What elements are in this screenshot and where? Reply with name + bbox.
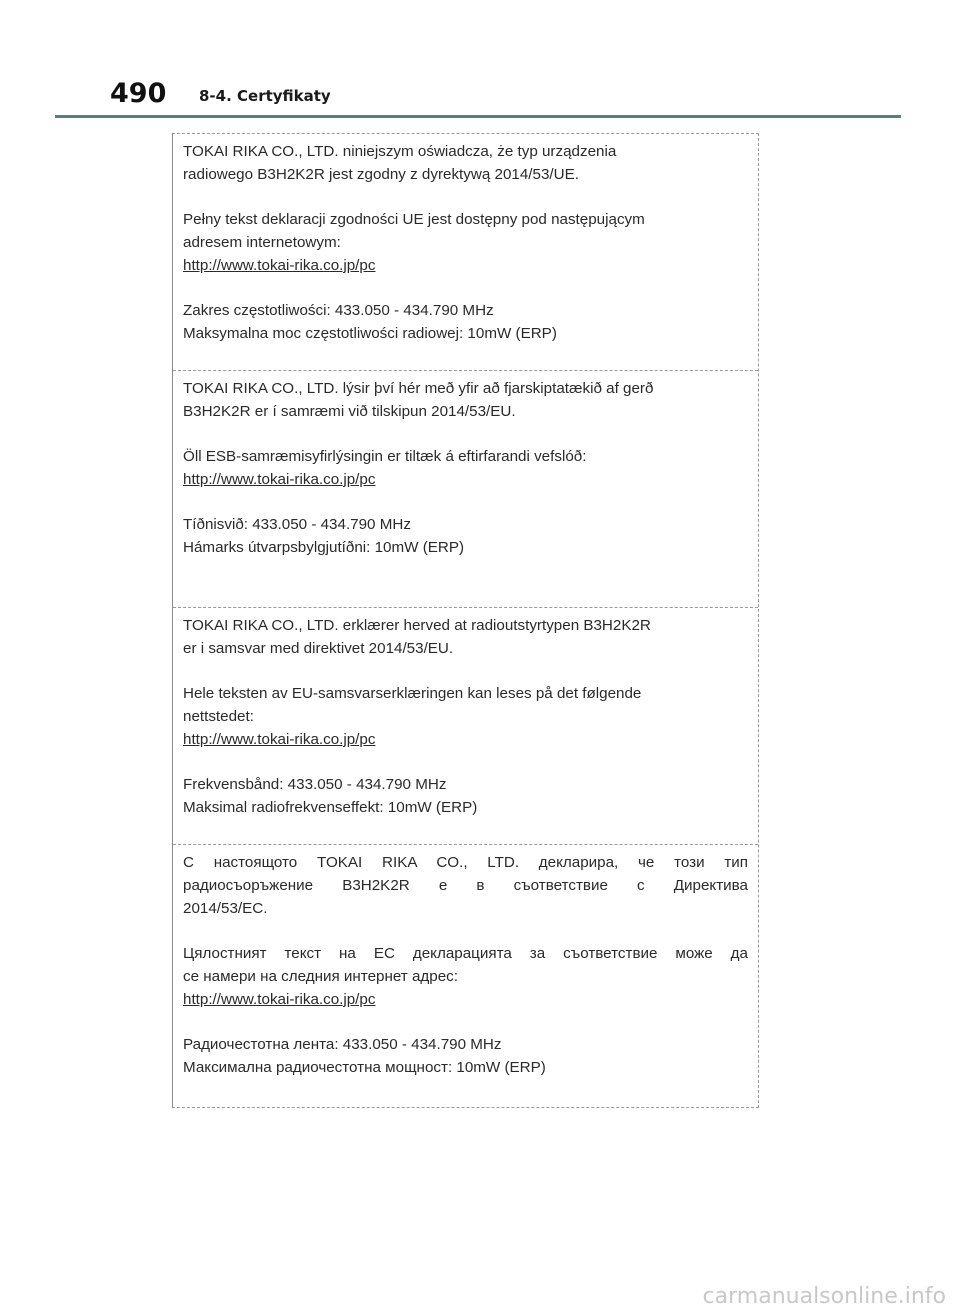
certificate-section-is xyxy=(173,371,758,608)
declaration-line: радиосъоръжение B3H2K2R е в съответствие с Директива xyxy=(183,877,748,894)
max-power: Hámarks útvarpsbylgjutíðni: 10mW (ERP) xyxy=(183,539,465,556)
certificate-section-pl xyxy=(173,134,758,371)
text-intro-line: се намери на следния интернет адрес: xyxy=(183,968,458,985)
text-intro-line: Hele teksten av EU-samsvarserklæringen kan leses på det følgende xyxy=(183,685,642,702)
header-divider xyxy=(55,115,901,118)
text-intro-line: Pełny tekst deklaracji zgodności UE jest dostępny pod następującym xyxy=(183,211,645,228)
page-number: 490 xyxy=(110,78,167,109)
max-power: Maksimal radiofrekvenseffekt: 10mW (ERP) xyxy=(183,799,478,816)
section-title: 8-4. Certyfikaty xyxy=(199,87,331,105)
frequency-range: Zakres częstotliwości: 433.050 - 434.790 MHz xyxy=(183,302,494,319)
site-watermark: carmanualsonline.info xyxy=(702,1284,946,1309)
declaration-link[interactable]: http://www.tokai-rika.co.jp/pc xyxy=(183,991,376,1008)
certificate-section-bg xyxy=(173,845,758,1107)
certificate-box xyxy=(172,133,759,1108)
text-intro-line: Öll ESB-samræmisyfirlýsingin er tiltæk á eftirfarandi vefslóð: xyxy=(183,448,587,465)
declaration-line: 2014/53/ЕС. xyxy=(183,900,268,917)
declaration-link[interactable]: http://www.tokai-rika.co.jp/pc xyxy=(183,257,376,274)
certificate-section-no xyxy=(173,608,758,845)
max-power: Максимална радиочестотна мощност: 10mW (ERP) xyxy=(183,1059,546,1076)
declaration-line: TOKAI RIKA CO., LTD. lýsir því hér með yfir að fjarskiptatækið af gerð xyxy=(183,380,654,397)
frequency-range: Tíðnisvið: 433.050 - 434.790 MHz xyxy=(183,516,411,533)
declaration-line: TOKAI RIKA CO., LTD. erklærer herved at radioutstyrtypen B3H2K2R xyxy=(183,617,651,634)
declaration-link[interactable]: http://www.tokai-rika.co.jp/pc xyxy=(183,731,376,748)
declaration-link[interactable]: http://www.tokai-rika.co.jp/pc xyxy=(183,471,376,488)
declaration-line: TOKAI RIKA CO., LTD. niniejszym oświadcza, że typ urządzenia xyxy=(183,143,617,160)
frequency-range: Frekvensbånd: 433.050 - 434.790 MHz xyxy=(183,776,447,793)
max-power: Maksymalna moc częstotliwości radiowej: 10mW (ERP) xyxy=(183,325,557,342)
declaration-line: radiowego B3H2K2R jest zgodny z dyrektywą 2014/53/UE. xyxy=(183,166,579,183)
declaration-line: B3H2K2R er í samræmi við tilskipun 2014/53/EU. xyxy=(183,403,516,420)
frequency-range: Радиочестотна лента: 433.050 - 434.790 MHz xyxy=(183,1036,502,1053)
declaration-line: er i samsvar med direktivet 2014/53/EU. xyxy=(183,640,454,657)
text-intro-line: Цялостният текст на ЕС декларацията за съответствие може да xyxy=(183,945,748,962)
text-intro-line: adresem internetowym: xyxy=(183,234,341,251)
page-header xyxy=(110,78,870,114)
text-intro-line: nettstedet: xyxy=(183,708,254,725)
declaration-line: С настоящото TOKAI RIKA CO., LTD. декларира, че този тип xyxy=(183,854,748,871)
